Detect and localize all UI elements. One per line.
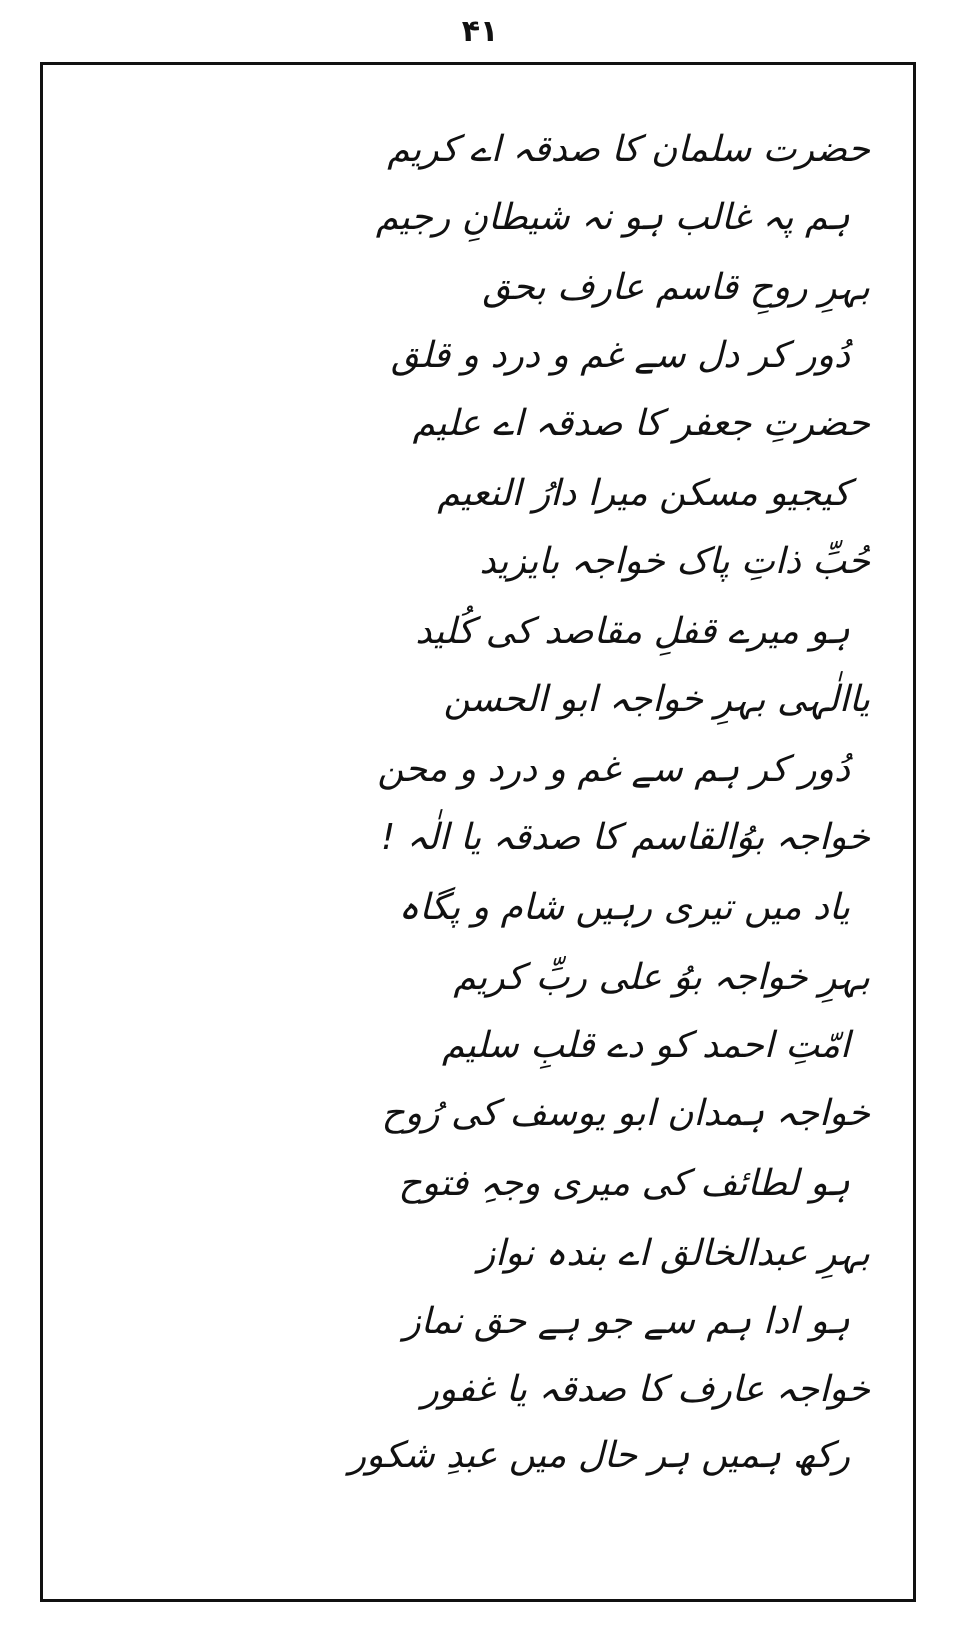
verse-line-2: ہم پہ غالب ہو نہ شیطانِ رجیم [375,197,850,238]
verse-line-5: حضرتِ جعفر کا صدقہ اے علیم [412,403,870,444]
verse-line-1: حضرت سلمان کا صدقہ اے کریم [387,129,870,170]
verse-line-9: یاالٰہی بہرِ خواجہ ابو الحسن [443,679,870,720]
verse-line-13: بہرِ خواجہ بوُ علی ربِّ کریم [453,957,870,998]
verse-line-17: بہرِ عبدالخالق اے بندہ نواز [477,1233,870,1274]
verse-line-4: دُور کر دل سے غم و درد و قلق [391,335,850,376]
verse-line-18: ہو ادا ہم سے جو ہے حق نماز [403,1301,850,1342]
verse-line-8: ہو میرے قفلِ مقاصد کی کُلید [415,611,850,652]
verse-line-12: یاد میں تیری رہیں شام و پگاہ [398,887,850,928]
verse-line-7: حُبِّ ذاتِ پاک خواجہ بایزید [479,541,870,582]
verse-line-6: کیجیو مسکن میرا دارُ النعیم [437,473,850,514]
verse-line-11: خواجہ بوُالقاسم کا صدقہ یا الٰہ ! [380,817,870,858]
page-number: ۴۱ [461,14,499,49]
verse-line-16: ہو لطائف کی میری وجہِ فتوح [398,1163,850,1204]
verse-line-19: خواجہ عارف کا صدقہ یا غفور [421,1369,870,1410]
verse-line-10: دُور کر ہم سے غم و درد و محن [377,749,850,790]
verse-line-3: بہرِ روحِ قاسم عارف بحق [482,267,870,308]
verse-line-15: خواجہ ہمدان ابو یوسف کی رُوح [381,1093,870,1134]
verse-line-20: رکھ ہمیں ہر حال میں عبدِ شکور [348,1435,850,1476]
verse-line-14: امّتِ احمد کو دے قلبِ سلیم [441,1025,850,1066]
